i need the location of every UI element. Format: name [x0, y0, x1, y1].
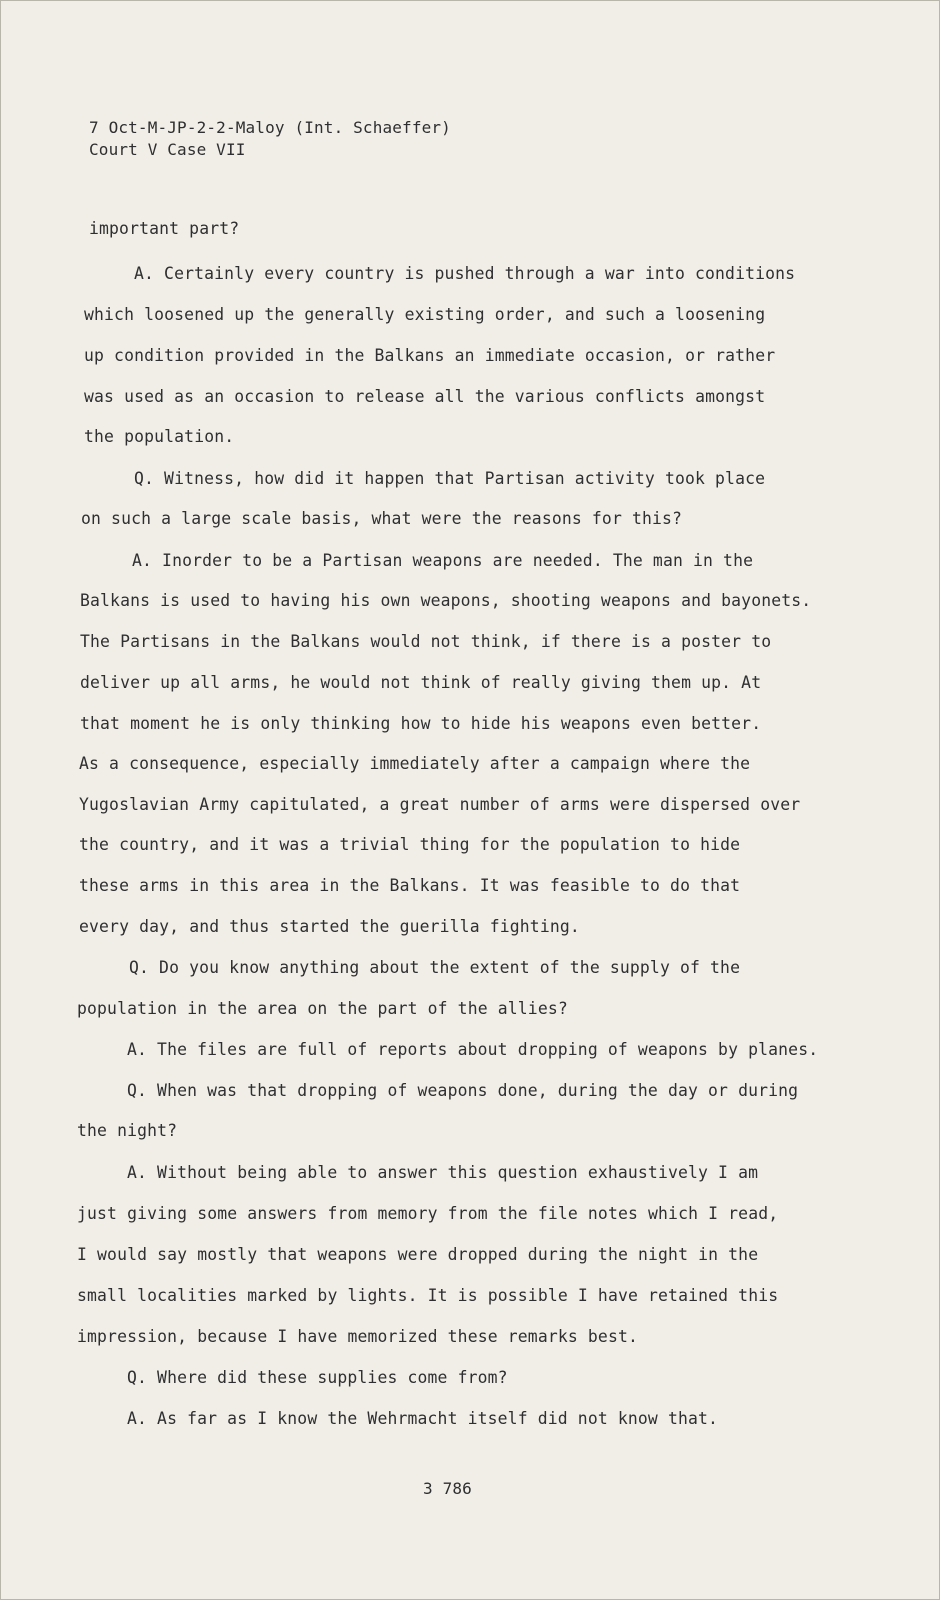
- transcript-line: the population.: [84, 427, 235, 446]
- transcript-line: I would say mostly that weapons were dropped during the night in the: [77, 1245, 759, 1264]
- transcript-line: which loosened up the generally existing order, and such a loosening: [84, 305, 766, 324]
- transcript-line: that moment he is only thinking how to hide his weapons even better.: [80, 714, 762, 733]
- transcript-line: small localities marked by lights. It is possible I have retained this: [77, 1286, 779, 1305]
- transcript-line: deliver up all arms, he would not think of really giving them up. At: [80, 673, 762, 692]
- header-court-line: Court V Case VII: [89, 140, 246, 159]
- transcript-line: Yugoslavian Army capitulated, a great number of arms were dispersed over: [79, 795, 801, 814]
- transcript-line: A. Inorder to be a Partisan weapons are needed. The man in the: [132, 551, 754, 570]
- document-header: [89, 117, 451, 161]
- transcript-line: Q. Witness, how did it happen that Partisan activity took place: [134, 469, 766, 488]
- transcript-line: just giving some answers from memory from the file notes which I read,: [77, 1204, 779, 1223]
- transcript-line: every day, and thus started the guerilla fighting.: [79, 917, 580, 936]
- transcript-line: important part?: [89, 219, 240, 238]
- transcript-line: the night?: [77, 1121, 178, 1140]
- transcript-line: up condition provided in the Balkans an immediate occasion, or rather: [84, 346, 776, 365]
- transcript-line: population in the area on the part of the allies?: [77, 999, 568, 1018]
- transcript-line: impression, because I have memorized these remarks best.: [77, 1327, 639, 1346]
- transcript-line: on such a large scale basis, what were the reasons for this?: [81, 509, 683, 528]
- transcript-line: The Partisans in the Balkans would not think, if there is a poster to: [80, 632, 772, 651]
- transcript-line: As a consequence, especially immediately after a campaign where the: [79, 754, 751, 773]
- transcript-line: Q. Do you know anything about the extent of the supply of the: [129, 958, 741, 977]
- transcript-line: was used as an occasion to release all the various conflicts amongst: [84, 387, 766, 406]
- transcript-line: Q. When was that dropping of weapons done, during the day or during: [127, 1081, 799, 1100]
- transcript-line: A. The files are full of reports about dropping of weapons by planes.: [127, 1040, 819, 1059]
- transcript-line: A. As far as I know the Wehrmacht itself did not know that.: [127, 1409, 719, 1428]
- transcript-line: A. Without being able to answer this question exhaustively I am: [127, 1163, 759, 1182]
- header-session-line: 7 Oct-M-JP-2-2-Maloy (Int. Schaeffer): [89, 118, 451, 137]
- transcript-line: these arms in this area in the Balkans. It was feasible to do that: [79, 876, 741, 895]
- transcript-line: Balkans is used to having his own weapons, shooting weapons and bayonets.: [80, 591, 812, 610]
- page-number: 3 786: [423, 1479, 472, 1498]
- transcript-line: the country, and it was a trivial thing for the population to hide: [79, 835, 741, 854]
- transcript-line: Q. Where did these supplies come from?: [127, 1368, 508, 1387]
- transcript-line: A. Certainly every country is pushed through a war into conditions: [134, 264, 796, 283]
